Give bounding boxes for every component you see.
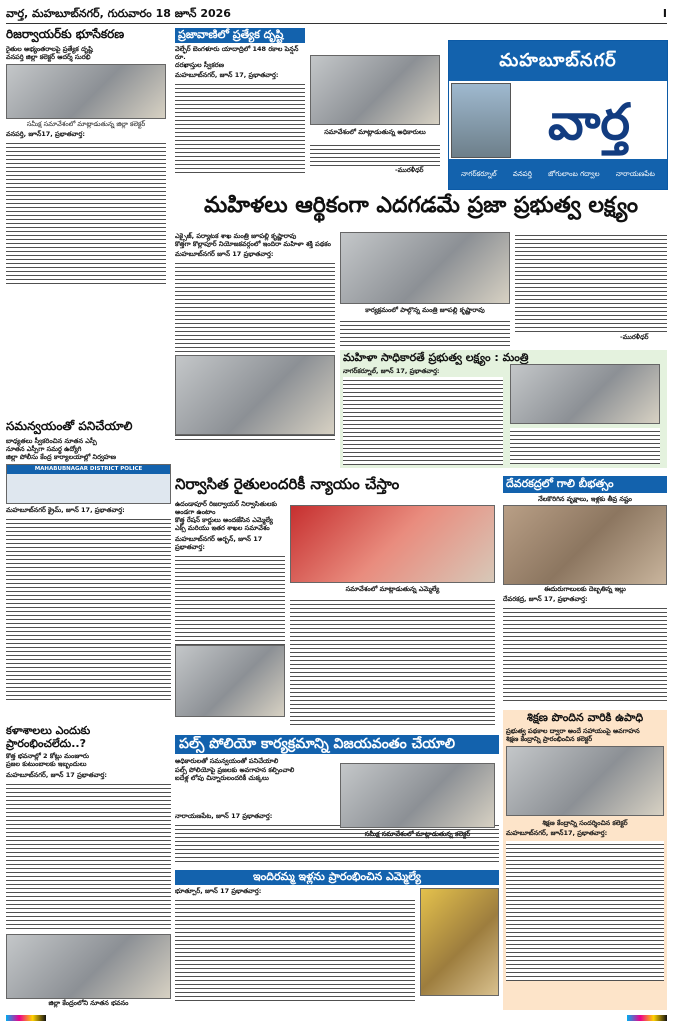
article-photo: [290, 505, 495, 583]
dateline: మహబూబ్‌నగర్ అర్బన్, జూన్ 17 ప్రభాతవార్త:: [175, 534, 263, 551]
dateline: మహబూబ్‌నగర్, జూన్ 17, ప్రభాతవార్త:: [175, 71, 279, 80]
dateline: నాగర్‌కర్నూల్, జూన్ 17, ప్రభాతవార్త:: [343, 366, 440, 375]
article-title: నిర్వాసిత రైతులందరికీ న్యాయం చేస్తాం: [175, 475, 400, 493]
masthead-city: మహబూబ్‌నగర్: [449, 41, 667, 81]
article-photo: [340, 763, 495, 828]
color-mark: [627, 1015, 667, 1021]
photo-caption: కార్యక్రమంలో పాల్గొన్న మంత్రి జూపల్లి కృష్ణారావు: [365, 306, 485, 314]
police-banner: MAHABUBNAGAR DISTRICT POLICE: [7, 465, 170, 474]
article-photo: [503, 505, 667, 585]
article-body: [6, 781, 171, 931]
photo-caption: సమావేశంలో మాట్లాడుతున్న ఎమ్మెల్యే: [345, 585, 440, 593]
article-body: [290, 597, 495, 727]
article-bullet: ఉదండాపూర్ రిజర్వాయర్ నిర్వాసితులకు అండగా ఉంటాం: [175, 500, 278, 517]
district-label: నాగర్‌కర్నూల్: [461, 169, 497, 178]
article-photo: [6, 64, 166, 119]
article-title: పల్స్ పోలియో కార్యక్రమాన్ని విజయవంతం చేయాలి: [175, 735, 499, 754]
article-photo-2: [175, 645, 285, 717]
article-photo: [6, 934, 171, 999]
article-subheading: ఎక్సైజ్, పర్యాటక శాఖ మంత్రి జూపల్లి కృష్ణారావు: [175, 232, 297, 240]
registration-marks: [6, 1015, 667, 1021]
article-photo: [6, 464, 171, 504]
article-subheading: రైతుల అభ్యంతరాలపై ప్రత్యేక దృష్టి: [6, 44, 93, 53]
article-bullet: పల్స్ పోలియోపై ప్రజలకు అవగాహన కల్పించాలి: [175, 765, 295, 774]
color-mark: [6, 1015, 46, 1021]
article-title: దేవరకద్రలో గాలి బీభత్సం: [503, 476, 667, 493]
article-subheading: నూతన ఎస్పీగా సమర్థ ఉద్యోగి: [6, 444, 82, 453]
header-dateline: వార్త, మహబూబ్‌నగర్, గురువారం 18 జూన్ 2026: [6, 6, 231, 20]
district-label: నారాయణపేట: [615, 169, 655, 178]
article-subheading: కొత్త భవనాల్లో 2 కోట్లు మంజూరు: [6, 752, 89, 761]
article-training: [503, 710, 667, 1010]
article-body: [343, 377, 503, 465]
article-bullet: ఎక్స్ మరియు ఇతర శాఖల సమావేశం: [175, 524, 270, 533]
lead-headline: మహిళలు ఆర్థికంగా ఎదగడమే ప్రజా ప్రభుత్వ లక్ష్యం: [203, 193, 639, 218]
article-bullet: అధికారులతో సమన్వయంతో పనిచేయాలి: [175, 757, 279, 766]
article-subheading: నేలకొరిగిన వృక్షాలు, ఇళ్లకు తీవ్ర నష్టం: [538, 494, 632, 503]
article-subheading: ప్రజల కుటుంబాలకు ఇబ్బందులు: [6, 760, 87, 769]
dateline: దేవరకద్ర, జూన్ 17, ప్రభాతవార్త:: [503, 594, 588, 603]
article-storm: [503, 476, 667, 706]
article-body: [506, 841, 664, 981]
district-label: వనపర్తి: [512, 169, 532, 178]
article-title: ప్రజావాణిలో ప్రత్యేక దృష్టి: [175, 28, 305, 43]
article-title: రిజర్వాయర్‌కు భూసేకరణ: [6, 27, 125, 41]
photo-caption: జిల్లా కేంద్రంలోని నూతన భవనం: [48, 998, 129, 1007]
dateline: మహబూబ్‌నగర్ జూన్ 17 ప్రభాతవార్త:: [175, 250, 274, 259]
page-header: [6, 4, 667, 24]
article-bullet: దరఖాస్తుల స్వీకరణ: [175, 60, 225, 69]
article-bullet: వెల్ఫేర్ బెంగళూరు యాదాద్రిలో 148 రకాల పెన్షన్ రూ.: [175, 44, 299, 61]
article-body: [510, 428, 660, 464]
article-photo: [506, 746, 664, 816]
article-indiramma: [175, 870, 499, 1010]
dateline: మహబూబ్‌నగర్ క్రైమ్, జూన్ 17, ప్రభాతవార్త:: [6, 506, 125, 515]
article-body: [310, 142, 440, 166]
lead-photo-2: [175, 355, 335, 435]
article-body: [6, 516, 171, 701]
article-bullet: కొత్త రేషన్ కార్డులు అందజేసిన ఎమ్మెల్యే: [175, 516, 273, 525]
article-prajavani: [175, 28, 305, 178]
dateline: నారాయణపేట, జూన్ 17 ప్రభాతవార్త:: [175, 811, 273, 820]
lead-photo: [340, 232, 510, 304]
dateline: మహబూబ్‌నగర్, జూన్17, ప్రభాతవార్త:: [506, 829, 608, 838]
article-colleges: [6, 725, 171, 1010]
article-photo: [420, 888, 499, 996]
article-minister: [340, 350, 667, 468]
article-subheading: ప్రభుత్వ పథకాల ద్వారా అందే సహాయంపై అవగాహన: [506, 726, 640, 735]
article-photo: [510, 364, 660, 424]
article-photo: [310, 55, 440, 125]
masthead-logo: వార్త: [547, 92, 631, 151]
article-subheading: వనపర్తి జిల్లా కలెక్టర్ ఆదర్శ్ సురభి: [6, 52, 91, 61]
photo-caption: సమీక్ష సమావేశంలో మాట్లాడుతున్న కలెక్టర్: [364, 830, 471, 838]
article-title: శిక్షణ పొందిన వారికి ఉపాధి: [526, 711, 644, 724]
dateline: మహబూబ్‌నగర్, జూన్ 17 ప్రభాతవార్త:: [6, 770, 107, 779]
article-subheading: శిక్షణ కేంద్రాన్ని ప్రారంభించిన కలెక్టర్: [506, 734, 593, 743]
article-sp: [6, 420, 171, 720]
masthead: [448, 40, 668, 190]
article-body: [6, 140, 166, 285]
article-title: సమన్వయంతో పనిచేయాలి: [6, 419, 133, 433]
article-subheading: కొత్తగా కొల్లాపూర్ నియోజకవర్గంలో ఇందిరా మహిళా శక్తి పథకం: [175, 240, 331, 249]
photo-caption: ఈదురుగాలులకు దెబ్బతిన్న ఇల్లు: [544, 584, 626, 593]
article-bullet: ఐదేళ్ల లోపు చిన్నారులందరికీ చుక్కలు: [175, 773, 269, 782]
article-body: [175, 897, 415, 1002]
article-title: మహిళా సాధికారతే ప్రభుత్వ లక్ష్యం : మంత్రి: [343, 351, 529, 364]
dateline: భూత్పూర్, జూన్ 17 ప్రభాతవార్త:: [175, 886, 262, 895]
masthead-photo: [451, 83, 511, 158]
article-body: [340, 318, 510, 346]
photo-caption: సమీక్ష సమావేశంలో మాట్లాడుతున్న జిల్లా కలెక్టర్: [26, 120, 146, 129]
article-subheading: బాధ్యతలు స్వీకరించిన నూతన ఎస్పీ: [6, 436, 97, 445]
article-reservoir: [6, 28, 166, 298]
article-body: [503, 605, 667, 703]
article-subheading: జిల్లా పోలీసు కేంద్ర కార్యాలయాల్లో నిర్వహణ: [6, 453, 117, 462]
article-body: [515, 232, 667, 332]
dateline: వనపర్తి, జూన్17, ప్రభాతవార్త:: [6, 130, 85, 139]
article-body: [175, 81, 305, 176]
signoff: -మురళీధర్: [395, 166, 424, 174]
masthead-districts: [449, 159, 667, 189]
photo-caption: శిక్షణ కేంద్రాన్ని సందర్శించిన కలెక్టర్: [542, 818, 628, 827]
page-number: I: [662, 6, 667, 20]
district-label: జోగులాంబ గద్వాల: [548, 169, 600, 178]
article-title: కళాశాలలు ఎందుకు ప్రారంభించలేదు..?: [6, 724, 91, 750]
article-title: ఇందిరమ్మ ఇళ్లను ప్రారంభించిన ఎమ్మెల్యే: [175, 870, 499, 885]
signoff: -మురళీధర్: [620, 333, 649, 341]
photo-caption: సమావేశంలో మాట్లాడుతున్న అధికారులు: [324, 128, 426, 136]
